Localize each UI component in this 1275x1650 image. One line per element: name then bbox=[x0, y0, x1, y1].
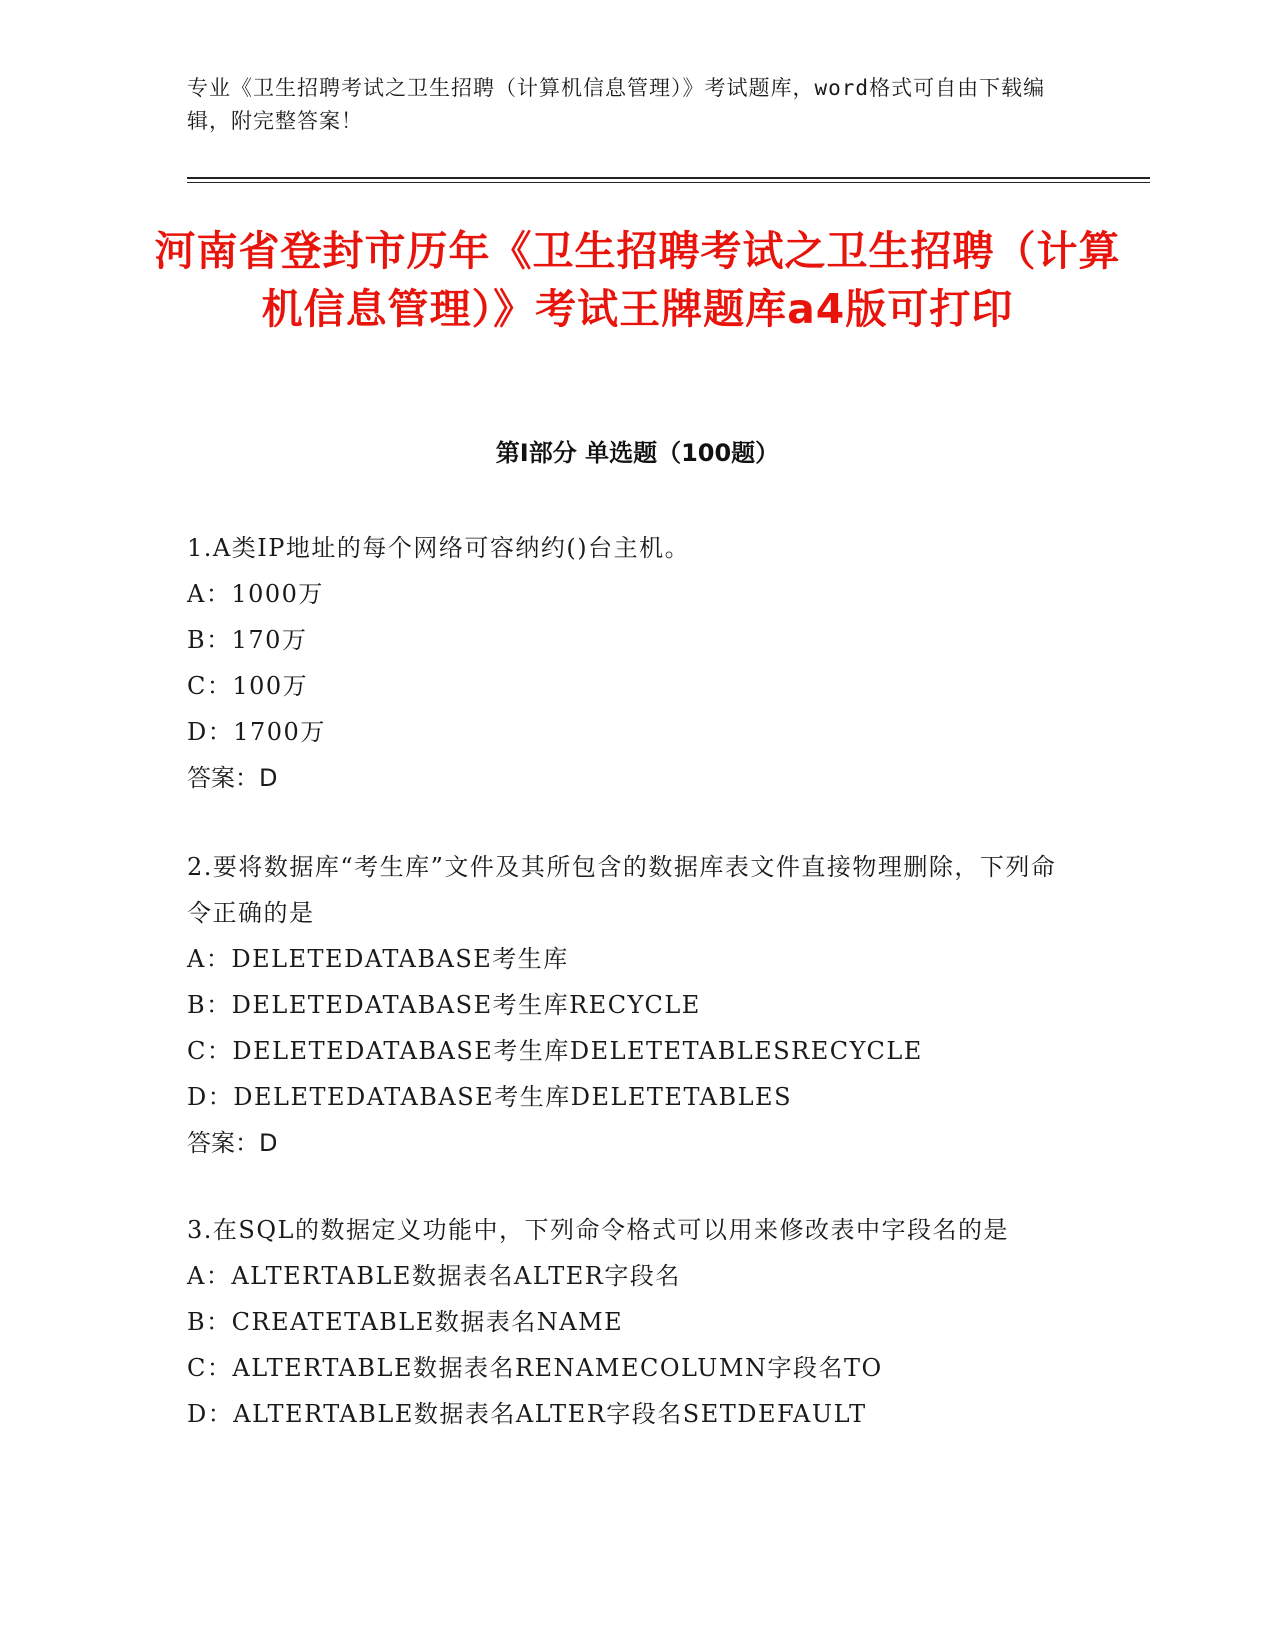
option-a: A：ALTERTABLE数据表名ALTER字段名 bbox=[187, 1262, 681, 1290]
option-a: A：1000万 bbox=[187, 580, 324, 608]
option-d: D：1700万 bbox=[187, 718, 326, 746]
question-stem: 3.在SQL的数据定义功能中，下列命令格式可以用来修改表中字段名的是 bbox=[187, 1216, 1009, 1244]
option-b: B：DELETEDATABASE考生库RECYCLE bbox=[187, 991, 701, 1019]
option-c: C：100万 bbox=[187, 672, 309, 700]
option-b: B：170万 bbox=[187, 626, 308, 654]
answer-line: 答案：D bbox=[187, 1129, 278, 1157]
header-rule-thin bbox=[187, 182, 1150, 183]
header-rule-thick bbox=[187, 177, 1150, 179]
section-heading: 第I部分 单选题（100题） bbox=[495, 439, 780, 467]
option-c: C：DELETEDATABASE考生库DELETETABLESRECYCLE bbox=[187, 1037, 923, 1065]
question-block bbox=[187, 1207, 1067, 1437]
option-b: B：CREATETABLE数据表名NAME bbox=[187, 1308, 624, 1336]
option-c: C：ALTERTABLE数据表名RENAMECOLUMN字段名TO bbox=[187, 1354, 883, 1382]
option-a: A：DELETEDATABASE考生库 bbox=[187, 945, 569, 973]
option-d: D：ALTERTABLE数据表名ALTER字段名SETDEFAULT bbox=[187, 1400, 867, 1428]
question-stem: 2.要将数据库“考生库”文件及其所包含的数据库表文件直接物理删除，下列命令正确的是 bbox=[187, 853, 1057, 927]
document-title: 河南省登封市历年《卫生招聘考试之卫生招聘（计算机信息管理）》考试王牌题库a4版可打印 bbox=[154, 227, 1121, 333]
answer-line: 答案：D bbox=[187, 764, 278, 792]
question-block bbox=[187, 844, 1067, 1166]
option-d: D：DELETEDATABASE考生库DELETETABLES bbox=[187, 1083, 793, 1111]
question-stem: 1.A类IP地址的每个网络可容纳约()台主机。 bbox=[187, 534, 691, 562]
intro-text: 专业《卫生招聘考试之卫生招聘（计算机信息管理）》考试题库，word格式可自由下载编辑，附完整答案！ bbox=[187, 76, 1046, 133]
question-block bbox=[187, 525, 1067, 801]
